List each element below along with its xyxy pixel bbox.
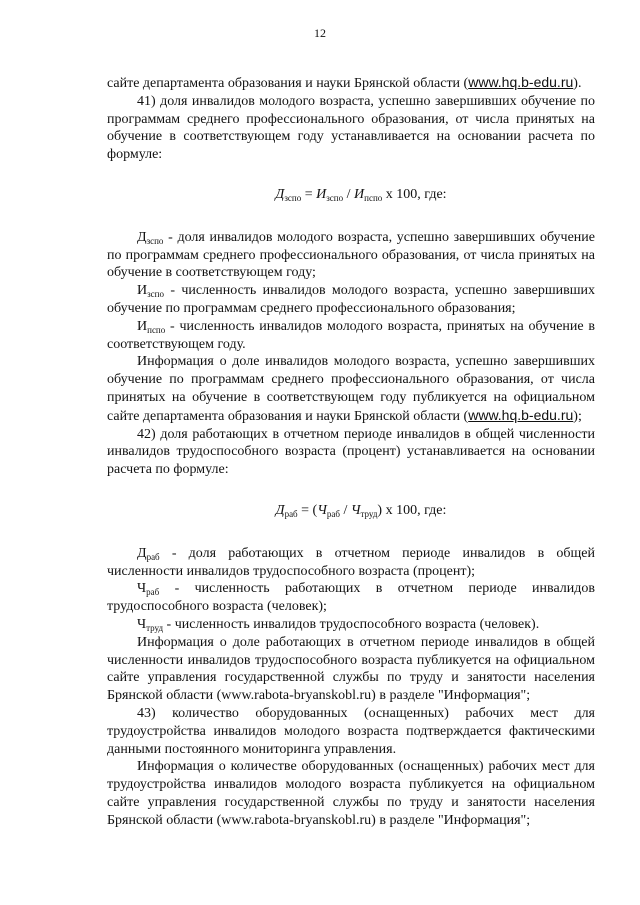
formula-operator: = bbox=[301, 186, 317, 202]
definition-text: - доля работающих в отчетном периоде инвалидов в общей численности инвалидов трудоспособного возраста (процент); bbox=[107, 545, 595, 579]
definition-ipspo bbox=[107, 318, 595, 354]
definition-subscript: труд bbox=[146, 622, 164, 633]
formula-operator: / bbox=[343, 186, 355, 202]
formula-symbol: И bbox=[354, 186, 365, 202]
formula-symbol: Д bbox=[275, 502, 285, 518]
formula-subscript: зспо bbox=[326, 192, 344, 203]
definition-chtrud bbox=[107, 616, 595, 634]
info-paragraph-3: Информация о количестве оборудованных (оснащенных) рабочих мест для трудоустройства инвалидов молодого возраста публикуется на официальном сайте управления государственной службы по труду и занятости населения Брянской области (www.rabota-bryanskobl.ru) в разделе "Информация"; bbox=[107, 759, 595, 828]
definition-symbol: Ч bbox=[137, 581, 147, 597]
definition-symbol: Ч bbox=[137, 616, 147, 632]
definition-dzspo bbox=[107, 229, 595, 282]
formula-symbol: Ч bbox=[317, 502, 327, 518]
formula-tail: ) х 100, где: bbox=[377, 502, 447, 518]
formula-subscript: зспо bbox=[284, 192, 302, 203]
formula-symbol: Ч bbox=[350, 502, 361, 518]
info-paragraph-1 bbox=[107, 353, 595, 425]
definition-text: - численность инвалидов молодого возраста, принятых на обучение в соответствующем году. bbox=[107, 318, 595, 352]
definition-chrab bbox=[107, 580, 595, 616]
formula-symbol: И bbox=[316, 186, 327, 202]
definition-text: - численность инвалидов молодого возраста, успешно завершивших обучение по программам среднего профессионального образования; bbox=[107, 283, 595, 316]
website-link[interactable]: www.hq.b-edu.ru bbox=[468, 74, 574, 90]
definition-text: - доля инвалидов молодого возраста, успешно завершивших обучение по программам среднего профессионального образования, от числа принятых на обучение в соответствующем году; bbox=[107, 229, 595, 281]
paragraph-tail: ). bbox=[573, 76, 582, 91]
definition-symbol: Д bbox=[137, 229, 147, 245]
definition-subscript: зспо bbox=[146, 235, 164, 246]
website-link[interactable]: www.hq.b-edu.ru bbox=[468, 406, 574, 423]
formula-operator: = ( bbox=[297, 502, 318, 518]
definition-text: - численность инвалидов трудоспособного возраста (человек). bbox=[163, 616, 540, 632]
definition-text: - численность работающих в отчетном периоде инвалидов трудоспособного возраста (человек); bbox=[107, 581, 595, 615]
formula-symbol: Д bbox=[275, 186, 285, 202]
definition-subscript: пспо bbox=[147, 324, 166, 335]
definition-symbol: Д bbox=[137, 545, 147, 561]
document-body bbox=[107, 74, 595, 829]
page-number: 12 bbox=[314, 26, 326, 40]
definition-subscript: раб bbox=[146, 587, 160, 598]
formula-subscript: труд bbox=[360, 508, 378, 519]
definition-symbol: И bbox=[137, 283, 148, 299]
definition-symbol: И bbox=[137, 318, 148, 334]
paragraph-text: Информация о доле инвалидов молодого возраста, успешно завершивших обучение по программам среднего профессионального образования, от числа принятых на обучение в соответствующем году публикуется на официальном сайте департамента образования и науки Брянской области ( bbox=[107, 354, 595, 424]
item-41-paragraph: 41) доля инвалидов молодого возраста, успешно завершивших обучение по программам среднего профессионального образования, от числа принятых на обучение в соответствующем году устанавливается на основании расчета по формуле: bbox=[107, 93, 595, 163]
formula-subscript: раб bbox=[326, 508, 340, 519]
definition-izspo bbox=[107, 282, 595, 318]
paragraph-text: сайте департамента образования и науки Брянской области ( bbox=[107, 76, 469, 91]
definition-subscript: раб bbox=[146, 551, 160, 562]
paragraph-continuation bbox=[107, 74, 595, 93]
item-42-paragraph: 42) доля работающих в отчетном периоде инвалидов в общей численности инвалидов трудоспособного возраста (процент) устанавливается на основании расчета по формуле: bbox=[107, 426, 595, 478]
paragraph-tail: ); bbox=[573, 408, 582, 424]
formula-tail: х 100, где: bbox=[382, 186, 447, 202]
definition-subscript: зспо bbox=[147, 289, 164, 300]
item-43-paragraph: 43) количество оборудованных (оснащенных) рабочих мест для трудоустройства инвалидов молодого возраста подтверждается фактическими данными постоянного мониторинга управления. bbox=[107, 705, 595, 757]
definition-drab bbox=[107, 545, 595, 581]
formula-1 bbox=[107, 186, 595, 204]
info-paragraph-2: Информация о доле работающих в отчетном периоде инвалидов в общей численности инвалидов трудоспособного возраста публикуется на официальном сайте управления государственной службы по труду и занятости населения Брянской области (www.rabota-bryanskobl.ru) в разделе "Информация"; bbox=[107, 634, 595, 704]
formula-2 bbox=[107, 502, 595, 520]
formula-operator: / bbox=[339, 502, 351, 518]
formula-subscript: раб bbox=[284, 508, 298, 519]
formula-subscript: пспо bbox=[364, 192, 383, 203]
